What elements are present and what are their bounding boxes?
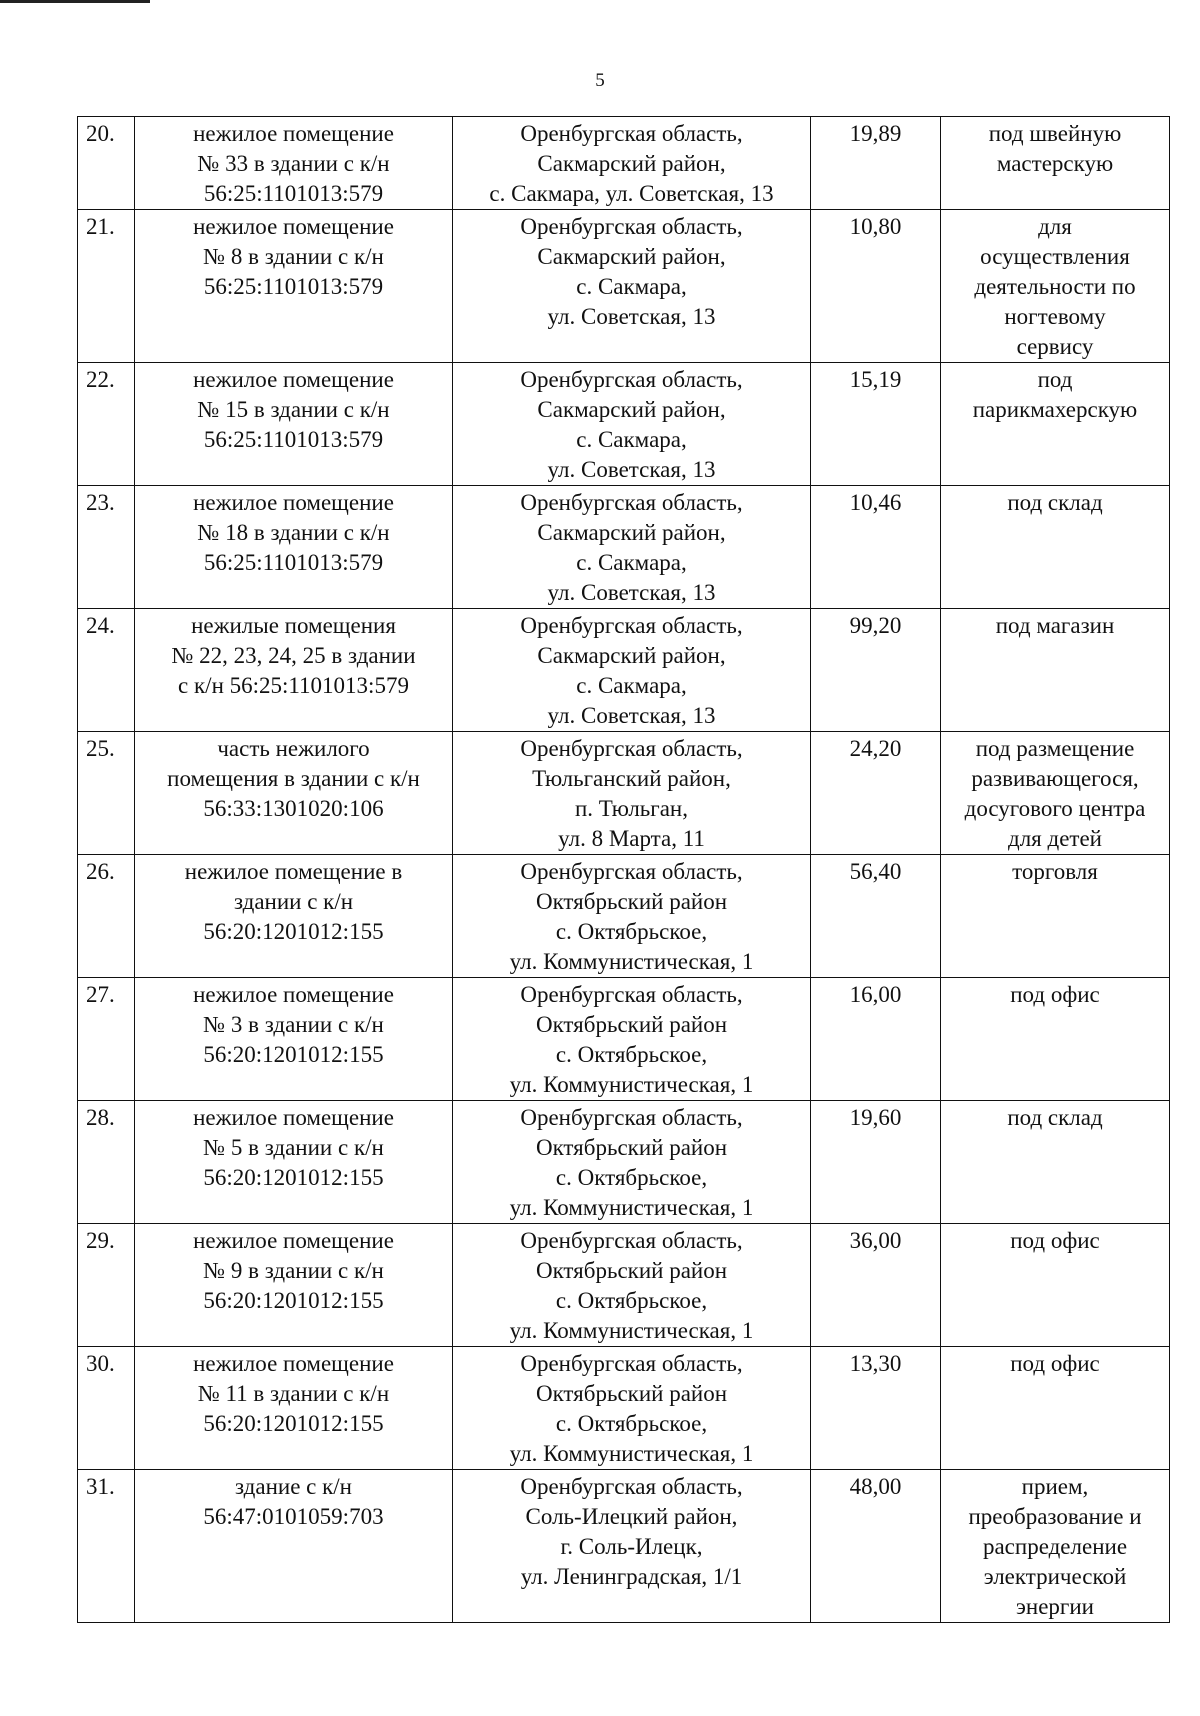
purpose-cell-line: мастерскую: [996, 151, 1114, 176]
purpose-cell-line: деятельности по: [974, 274, 1136, 299]
object-cell-line: часть нежилого: [217, 736, 370, 761]
purpose-cell-line: под размещение: [975, 736, 1135, 761]
address-cell-line: Октябрьский район: [535, 1258, 728, 1283]
property-table-body: [78, 117, 1170, 1623]
address-cell-line: ул. Коммунистическая, 1: [509, 1072, 754, 1097]
object-cell: [135, 732, 453, 855]
address-cell-line: с. Сакмара, ул. Советская, 13: [489, 181, 774, 206]
row-number-cell: 27.: [78, 978, 135, 1101]
row-number-cell: 25.: [78, 732, 135, 855]
address-cell-line: Оренбургская область,: [520, 214, 743, 239]
row-number-cell: 31.: [78, 1470, 135, 1623]
row-number-cell: 21.: [78, 210, 135, 363]
object-cell-line: 56:25:1101013:579: [203, 181, 384, 206]
address-cell-line: Оренбургская область,: [520, 1351, 743, 1376]
table-row: [78, 732, 1170, 855]
object-cell-line: 56:25:1101013:579: [203, 427, 384, 452]
area-cell: 36,00: [811, 1224, 941, 1347]
object-cell: [135, 978, 453, 1101]
purpose-cell-line: под: [1037, 367, 1073, 392]
address-cell-line: ул. Коммунистическая, 1: [509, 1318, 754, 1343]
purpose-cell-line: досугового центра: [964, 796, 1146, 821]
purpose-cell-line: для: [1038, 214, 1072, 239]
object-cell-line: 56:20:1201012:155: [203, 1042, 384, 1067]
object-cell-line: 56:20:1201012:155: [203, 1411, 384, 1436]
address-cell-line: ул. Советская, 13: [547, 457, 716, 482]
object-cell: [135, 486, 453, 609]
address-cell-line: п. Тюльган,: [575, 796, 688, 821]
object-cell-line: 56:25:1101013:579: [203, 550, 384, 575]
purpose-cell-line: парикмахерскую: [972, 397, 1138, 422]
object-cell-line: здании с к/н: [233, 889, 354, 914]
area-cell: 24,20: [811, 732, 941, 855]
address-cell-line: Сакмарский район,: [537, 151, 726, 176]
purpose-cell: [941, 609, 1170, 732]
object-cell-line: 56:25:1101013:579: [203, 274, 384, 299]
address-cell-line: Сакмарский район,: [537, 520, 726, 545]
purpose-cell-line: развивающегося,: [971, 766, 1139, 791]
table-row: [78, 1101, 1170, 1224]
area-cell: 19,89: [811, 117, 941, 210]
purpose-cell-line: ногтевому: [1004, 304, 1106, 329]
purpose-cell-line: под склад: [1007, 1105, 1103, 1130]
row-number-cell: 29.: [78, 1224, 135, 1347]
area-cell: 16,00: [811, 978, 941, 1101]
object-cell-line: нежилое помещение: [193, 1105, 394, 1130]
purpose-cell-line: под склад: [1007, 490, 1103, 515]
address-cell: [453, 363, 811, 486]
object-cell-line: нежилое помещение: [193, 367, 394, 392]
object-cell-line: 56:33:1301020:106: [203, 796, 384, 821]
area-cell: 10,46: [811, 486, 941, 609]
object-cell-line: № 15 в здании с к/н: [197, 397, 390, 422]
object-cell-line: № 33 в здании с к/н: [197, 151, 390, 176]
address-cell-line: Оренбургская область,: [520, 1228, 743, 1253]
purpose-cell-line: энергии: [1016, 1594, 1094, 1619]
purpose-cell: [941, 486, 1170, 609]
purpose-cell: [941, 117, 1170, 210]
address-cell-line: Оренбургская область,: [520, 1105, 743, 1130]
address-cell-line: Оренбургская область,: [520, 613, 743, 638]
address-cell-line: Сакмарский район,: [537, 397, 726, 422]
object-cell-line: № 9 в здании с к/н: [203, 1258, 384, 1283]
address-cell: [453, 1224, 811, 1347]
address-cell-line: ул. Советская, 13: [547, 703, 716, 728]
object-cell: [135, 1347, 453, 1470]
address-cell-line: Октябрьский район: [535, 1381, 728, 1406]
address-cell-line: Октябрьский район: [535, 889, 728, 914]
address-cell-line: Тюльганский район,: [532, 766, 731, 791]
address-cell: [453, 1347, 811, 1470]
address-cell: [453, 1470, 811, 1623]
address-cell-line: с. Октябрьское,: [555, 1042, 708, 1067]
object-cell-line: № 3 в здании с к/н: [203, 1012, 384, 1037]
purpose-cell: [941, 210, 1170, 363]
address-cell: [453, 732, 811, 855]
table-row: [78, 609, 1170, 732]
object-cell-line: нежилые помещения: [191, 613, 396, 638]
row-number-cell: 23.: [78, 486, 135, 609]
table-row: [78, 363, 1170, 486]
address-cell-line: ул. Коммунистическая, 1: [509, 1195, 754, 1220]
purpose-cell-line: под магазин: [995, 613, 1115, 638]
purpose-cell-line: торговля: [1012, 859, 1098, 884]
object-cell-line: нежилое помещение: [193, 214, 394, 239]
object-cell-line: № 22, 23, 24, 25 в здании: [171, 643, 416, 668]
address-cell: [453, 609, 811, 732]
address-cell: [453, 855, 811, 978]
object-cell-line: с к/н 56:25:1101013:579: [178, 673, 409, 698]
address-cell: [453, 210, 811, 363]
address-cell-line: с. Октябрьское,: [555, 919, 708, 944]
address-cell-line: с. Сакмара,: [576, 550, 687, 575]
address-cell-line: Сакмарский район,: [537, 643, 726, 668]
row-number-cell: 24.: [78, 609, 135, 732]
table-row: [78, 1224, 1170, 1347]
address-cell-line: Оренбургская область,: [520, 736, 743, 761]
address-cell-line: с. Сакмара,: [576, 673, 687, 698]
purpose-cell: [941, 363, 1170, 486]
area-cell: 15,19: [811, 363, 941, 486]
purpose-cell-line: прием,: [1021, 1474, 1089, 1499]
address-cell-line: Оренбургская область,: [520, 859, 743, 884]
object-cell: [135, 1101, 453, 1224]
address-cell-line: Оренбургская область,: [520, 490, 743, 515]
table-row: [78, 855, 1170, 978]
object-cell-line: нежилое помещение: [193, 1228, 394, 1253]
address-cell: [453, 117, 811, 210]
address-cell-line: ул. Коммунистическая, 1: [509, 949, 754, 974]
purpose-cell: [941, 732, 1170, 855]
object-cell-line: здание с к/н: [235, 1474, 352, 1499]
object-cell-line: 56:20:1201012:155: [203, 1165, 384, 1190]
row-number-cell: 28.: [78, 1101, 135, 1224]
object-cell-line: нежилое помещение в: [184, 859, 403, 884]
row-number-cell: 20.: [78, 117, 135, 210]
address-cell-line: ул. Советская, 13: [547, 304, 716, 329]
address-cell-line: Оренбургская область,: [520, 367, 743, 392]
address-cell-line: Оренбургская область,: [520, 982, 743, 1007]
purpose-cell-line: под офис: [1010, 982, 1100, 1007]
address-cell-line: с. Сакмара,: [576, 427, 687, 452]
table-row: [78, 1347, 1170, 1470]
address-cell: [453, 1101, 811, 1224]
purpose-cell-line: для детей: [1008, 826, 1102, 851]
object-cell: [135, 855, 453, 978]
object-cell: [135, 210, 453, 363]
table-row: [78, 210, 1170, 363]
address-cell-line: ул. Советская, 13: [547, 580, 716, 605]
table-row: [78, 978, 1170, 1101]
purpose-cell: [941, 978, 1170, 1101]
scan-edge-mark: [0, 0, 150, 3]
purpose-cell: [941, 1347, 1170, 1470]
address-cell-line: Октябрьский район: [535, 1012, 728, 1037]
purpose-cell-line: под швейную: [988, 121, 1122, 146]
purpose-cell: [941, 1101, 1170, 1224]
object-cell: [135, 1224, 453, 1347]
purpose-cell-line: под офис: [1010, 1228, 1100, 1253]
object-cell-line: нежилое помещение: [193, 121, 394, 146]
object-cell-line: 56:47:0101059:703: [203, 1504, 384, 1529]
address-cell: [453, 978, 811, 1101]
object-cell: [135, 117, 453, 210]
object-cell-line: № 11 в здании с к/н: [197, 1381, 390, 1406]
object-cell: [135, 1470, 453, 1623]
purpose-cell: [941, 1224, 1170, 1347]
object-cell: [135, 609, 453, 732]
address-cell-line: Оренбургская область,: [520, 121, 743, 146]
object-cell-line: № 18 в здании с к/н: [197, 520, 390, 545]
object-cell-line: 56:20:1201012:155: [203, 919, 384, 944]
object-cell: [135, 363, 453, 486]
property-table: [77, 116, 1170, 1623]
purpose-cell: [941, 855, 1170, 978]
address-cell-line: Октябрьский район: [535, 1135, 728, 1160]
page-number: 5: [595, 70, 605, 91]
address-cell-line: с. Сакмара,: [576, 274, 687, 299]
object-cell-line: № 8 в здании с к/н: [203, 244, 384, 269]
address-cell-line: ул. Коммунистическая, 1: [509, 1441, 754, 1466]
table-row: [78, 117, 1170, 210]
purpose-cell-line: преобразование и: [968, 1504, 1142, 1529]
purpose-cell-line: под офис: [1010, 1351, 1100, 1376]
area-cell: 56,40: [811, 855, 941, 978]
object-cell-line: нежилое помещение: [193, 1351, 394, 1376]
area-cell: 10,80: [811, 210, 941, 363]
purpose-cell-line: электрической: [983, 1564, 1127, 1589]
address-cell-line: с. Октябрьское,: [555, 1411, 708, 1436]
address-cell-line: Сакмарский район,: [537, 244, 726, 269]
table-row: [78, 486, 1170, 609]
object-cell-line: помещения в здании с к/н: [167, 766, 420, 791]
object-cell-line: нежилое помещение: [193, 982, 394, 1007]
purpose-cell-line: распределение: [982, 1534, 1128, 1559]
address-cell-line: ул. Ленинградская, 1/1: [520, 1564, 743, 1589]
purpose-cell-line: осуществления: [980, 244, 1130, 269]
object-cell-line: нежилое помещение: [193, 490, 394, 515]
address-cell-line: г. Соль-Илецк,: [560, 1534, 703, 1559]
table-row: [78, 1470, 1170, 1623]
purpose-cell: [941, 1470, 1170, 1623]
object-cell-line: 56:20:1201012:155: [203, 1288, 384, 1313]
area-cell: 19,60: [811, 1101, 941, 1224]
address-cell-line: Соль-Илецкий район,: [525, 1504, 738, 1529]
address-cell: [453, 486, 811, 609]
object-cell-line: № 5 в здании с к/н: [203, 1135, 384, 1160]
area-cell: 48,00: [811, 1470, 941, 1623]
row-number-cell: 30.: [78, 1347, 135, 1470]
purpose-cell-line: сервису: [1016, 334, 1094, 359]
address-cell-line: Оренбургская область,: [520, 1474, 743, 1499]
row-number-cell: 26.: [78, 855, 135, 978]
address-cell-line: с. Октябрьское,: [555, 1288, 708, 1313]
row-number-cell: 22.: [78, 363, 135, 486]
address-cell-line: ул. 8 Марта, 11: [558, 826, 705, 851]
area-cell: 13,30: [811, 1347, 941, 1470]
address-cell-line: с. Октябрьское,: [555, 1165, 708, 1190]
area-cell: 99,20: [811, 609, 941, 732]
